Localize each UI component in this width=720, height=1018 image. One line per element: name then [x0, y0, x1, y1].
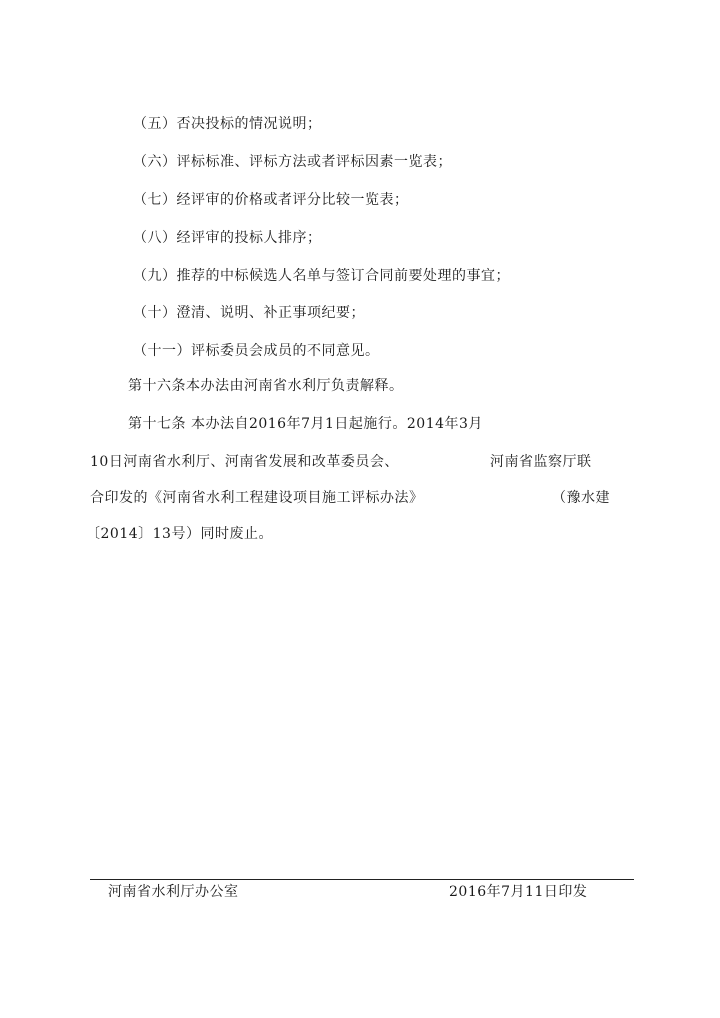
article-17-line-4: 〔2014〕13号）同时废止。 — [86, 526, 273, 542]
article-17-line-3b: （豫水建 — [552, 490, 610, 506]
list-item-11: （十一）评标委员会成员的不同意见。 — [133, 343, 380, 359]
footer-rule — [90, 879, 634, 880]
article-16: 第十六条本办法由河南省水利厅负责解释。 — [128, 378, 404, 394]
list-item-8: （八）经评审的投标人排序； — [133, 230, 322, 246]
article-17-line-2a: 10日河南省水利厅、河南省发展和改革委员会、 — [90, 454, 399, 470]
list-item-9: （九）推荐的中标候选人名单与签订合同前要处理的事宜； — [133, 268, 510, 284]
list-item-5: （五）否决投标的情况说明； — [133, 116, 322, 132]
article-17-line-2b: 河南省监察厅联 — [490, 454, 592, 470]
article-17-line-3a: 合印发的《河南省水利工程建设项目施工评标办法》 — [90, 490, 424, 506]
list-item-7: （七）经评审的价格或者评分比较一览表； — [133, 192, 409, 208]
footer-date: 2016年7月11日印发 — [449, 884, 588, 900]
footer-issuer: 河南省水利厅办公室 — [108, 884, 239, 900]
list-item-10: （十）澄清、说明、补正事项纪要； — [133, 305, 365, 321]
list-item-6: （六）评标标准、评标方法或者评标因素一览表； — [133, 154, 452, 170]
article-17-line-1: 第十七条 本办法自2016年7月1日起施行。2014年3月 — [128, 416, 483, 432]
